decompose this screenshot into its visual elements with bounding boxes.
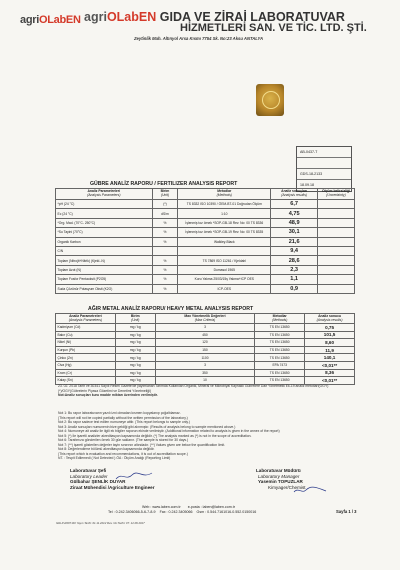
fertilizer-result-cell: 2,3 bbox=[271, 265, 318, 274]
fertilizer-param-cell: Organik Karbon bbox=[56, 237, 153, 246]
metal-result-cell: 11,9 bbox=[305, 346, 355, 354]
heavy-metal-table bbox=[55, 313, 355, 385]
fertilizer-method-cell: Dumasol 1965 bbox=[178, 265, 271, 274]
contact-web[interactable]: Web : www.laben.com.tr bbox=[142, 505, 181, 509]
logo-small-brand: LabEN bbox=[47, 14, 81, 26]
metal-param-cell: Bakır (Cu) bbox=[56, 331, 116, 339]
heavy-metal-row bbox=[56, 361, 355, 369]
contact-gsm: Gsm : 0.544.7161016-0.552.0150016 bbox=[196, 510, 257, 514]
fertilizer-method-cell: ICP-OES bbox=[178, 284, 271, 293]
heavy-metal-row bbox=[56, 339, 355, 347]
fertilizer-section-title: GÜBRE ANALİZ RAPORU / FERTILIZER ANALYSIS REPORT bbox=[90, 181, 238, 187]
sig-left-role: Ziraat Mühendisi /Agriculture Engineer bbox=[70, 484, 155, 490]
fertilizer-param-cell: C/N bbox=[56, 246, 153, 255]
logo-small bbox=[20, 14, 81, 32]
metal-method-cell: TS EN 13650 bbox=[255, 354, 305, 362]
sig-right-title-en: Laboratory Manager bbox=[258, 473, 300, 479]
col-result bbox=[271, 189, 318, 200]
heavy-metal-row bbox=[56, 324, 355, 332]
heavy-metal-row bbox=[56, 346, 355, 354]
fertilizer-method-cell: Kuru Yakma 25/03/15ş Yakma+ICP OES bbox=[178, 275, 271, 284]
fertilizer-limit-cell bbox=[318, 228, 355, 237]
metal-unit-cell: mg / kg bbox=[115, 331, 155, 339]
dry-matter-note: Not:Analiz sonuçları kuru madde miktarı üzerinden verilmiştir. bbox=[58, 393, 158, 397]
note-line: Not 2: Bu rapor sadece test edilen numuneye aittir. (This report belongs to sample only.) bbox=[58, 420, 190, 424]
col-result-label-en: (Analysis results) bbox=[281, 193, 308, 197]
col-method-label-en: (Methods) bbox=[216, 193, 232, 197]
company-name-line2: HİZMETLERİ SAN. VE TİC. LTD. ŞTİ. bbox=[180, 22, 367, 34]
metal-method-cell: TS EN 13650 bbox=[255, 324, 305, 332]
col-max-limit-label: Max Yönetmelik Değerleri bbox=[184, 313, 226, 318]
metal-result-cell: 140,1 bbox=[305, 354, 355, 362]
fertilizer-unit-cell: % bbox=[152, 265, 178, 274]
fertilizer-unit-cell: % bbox=[152, 218, 178, 227]
contact-fax: Fax : 0.242.3405066 bbox=[159, 510, 193, 514]
metal-result-cell: 0,75 bbox=[305, 324, 355, 332]
note-line: Not 3: Analiz sonuçları numunenin bize geldiği gibi alınmıştır. (Results of analysis belong to sample mentioned above.) bbox=[58, 424, 236, 429]
company-address: Zeytinlik Mah. Altınyol Arsa Kısmı 7754 Sk. No:23 Aksu ANTALYA bbox=[134, 36, 263, 41]
reference-number: AB-0437-T bbox=[297, 147, 351, 158]
logo-big-brand: LabEN bbox=[116, 10, 157, 24]
fertilizer-row bbox=[56, 265, 355, 274]
reference-box bbox=[296, 146, 352, 192]
fertilizer-row bbox=[56, 228, 355, 237]
metal-limit-cell: 10 bbox=[155, 377, 255, 385]
col-param-label: Analiz Parametreleri bbox=[87, 189, 121, 194]
metal-unit-cell: mg / kg bbox=[115, 324, 155, 332]
fertilizer-result-cell: 0,9 bbox=[271, 284, 318, 293]
fertilizer-method-cell: İşlenmiş toz örnek *SOP-GB-18 Rev. No: 00 TS 8336 bbox=[178, 218, 271, 227]
metal-limit-cell: 150 bbox=[155, 346, 255, 354]
fertilizer-limit-cell bbox=[318, 218, 355, 227]
note-line: Not 1: Bu rapor laboratuvarın yazılı izni olmadan kısmen kopyalanıp çoğaltılamaz. bbox=[58, 411, 181, 415]
metal-result-cell: 8,36 bbox=[305, 369, 355, 377]
fertilizer-limit-cell bbox=[318, 284, 355, 293]
fertilizer-row bbox=[56, 275, 355, 284]
heavy-metal-row bbox=[56, 369, 355, 377]
col-param bbox=[56, 314, 116, 324]
metal-result-cell: 8,60 bbox=[305, 339, 355, 347]
contact-info bbox=[108, 505, 256, 515]
col-method-label: Metodlar bbox=[272, 313, 287, 318]
fertilizer-limit-cell bbox=[318, 237, 355, 246]
note-line: Not 6: Tarafımıza gönderilen örnek 30 gün saklanır. (The sample is stored for 30 days.) bbox=[58, 438, 189, 442]
col-unit bbox=[115, 314, 155, 324]
fertilizer-method-cell: TS 8332 ISO 10390 / ÖEM-BT-01 Doğrudan Ölçüm bbox=[178, 200, 271, 209]
fertilizer-limit-cell bbox=[318, 209, 355, 218]
reference-blank bbox=[297, 158, 351, 169]
page-number: Sayfa 1 / 3 bbox=[336, 509, 357, 514]
col-unit bbox=[152, 189, 178, 200]
fertilizer-limit-cell bbox=[318, 246, 355, 255]
col-result-label: Analiz sonuçları bbox=[281, 189, 308, 194]
fertilizer-row bbox=[56, 218, 355, 227]
fertilizer-unit-cell: % bbox=[152, 237, 178, 246]
metal-method-cell: TS EN 13650 bbox=[255, 377, 305, 385]
fertilizer-result-cell: 21,6 bbox=[271, 237, 318, 246]
metal-param-cell: Krom (Cr) bbox=[56, 369, 116, 377]
metal-limit-cell: 3 bbox=[155, 324, 255, 332]
signature-right-mark-icon bbox=[292, 484, 328, 496]
contact-email[interactable]: e-posta : laben@laben.com.tr bbox=[187, 505, 235, 509]
fertilizer-method-cell: TS 7869 ISO 11261 / Kjeldahl bbox=[178, 256, 271, 265]
logo-big-o: O bbox=[106, 10, 117, 24]
sig-right-title: Laboratuvar Müdürü bbox=[256, 468, 301, 473]
metal-method-cell: EPA 7473 bbox=[255, 361, 305, 369]
fertilizer-method-cell: İşlenmiş toz örnek *SOP-GB-19 Rev. No: 00 TS 8335 bbox=[178, 228, 271, 237]
signature-left-mark-icon bbox=[114, 470, 154, 482]
fertilizer-result-cell: 28,6 bbox=[271, 256, 318, 265]
metal-result-cell: <0,01** bbox=[305, 377, 355, 385]
fertilizer-result-cell: 9,4 bbox=[271, 246, 318, 255]
fertilizer-param-cell: Ec (24 °C) bbox=[56, 209, 153, 218]
note-line: (This report which is evaluation and recommendations, it is out of accreditation scope.) bbox=[58, 451, 188, 456]
fertilizer-param-cell: Toplam Fosfor Pentaoksit (P2O5) bbox=[56, 275, 153, 284]
fertilizer-param-cell: Suda Çözünür Potasyum Oksit (K2O) bbox=[56, 284, 153, 293]
col-param-label-en: (Analysis Parameters) bbox=[87, 193, 121, 197]
fertilizer-limit-cell bbox=[318, 265, 355, 274]
heavy-metal-row bbox=[56, 354, 355, 362]
fertilizer-method-cell: Walkley-Black bbox=[178, 237, 271, 246]
metal-param-cell: Nikel (Ni) bbox=[56, 339, 116, 347]
col-result-label-en: (Analysis results) bbox=[316, 317, 343, 322]
fertilizer-row bbox=[56, 237, 355, 246]
fertilizer-param-cell: *Su Tayini (70°C) bbox=[56, 228, 153, 237]
fertilizer-unit-cell: % bbox=[152, 228, 178, 237]
sig-right-role: Kimyager/Chemist bbox=[268, 484, 306, 490]
report-code: GDS-18-2133 bbox=[297, 169, 351, 180]
fertilizer-unit-cell: % bbox=[152, 275, 178, 284]
metal-limit-cell: 450 bbox=[155, 331, 255, 339]
fertilizer-param-cell: Toplam (Nitrojit+Nitrik) (Kjeld.-N) bbox=[56, 256, 153, 265]
sig-right-name: Yasemin TOPUZLAR bbox=[258, 479, 303, 485]
accreditation-seal-icon bbox=[256, 84, 284, 116]
heavy-metal-row bbox=[56, 331, 355, 339]
col-max-limit bbox=[155, 314, 255, 324]
col-unit-label: Birim bbox=[130, 313, 140, 318]
metal-param-cell: Kalay (Sn) bbox=[56, 377, 116, 385]
report-notes bbox=[58, 411, 358, 461]
col-method-label: Metodlar bbox=[217, 189, 232, 194]
note-line: Not 4: Numuneye ait analiz ile ilgili ek bilgiler raporun ekinde verilmiştir. (Additional information related to analysis is given in the annex of the report) bbox=[58, 429, 280, 433]
col-method bbox=[255, 314, 305, 324]
metal-method-cell: TS EN 13650 bbox=[255, 331, 305, 339]
regulation-footnote: 23. 02. 2018 Tarih ve 30341 Sayılı Resmi Gazete'de yayımlanan Tarımda Kullanılan Organik, Mineral ve Mikrobiyal Kaynaklı Gübrelere Dair Yönetmelik Ek-19 analiz metotları(OGY) bbox=[58, 384, 329, 388]
col-result bbox=[305, 314, 355, 324]
col-param-label-en: (Analysis Parameters) bbox=[68, 317, 103, 322]
fertilizer-result-cell: 30,1 bbox=[271, 228, 318, 237]
fertilizer-result-cell: 6,7 bbox=[271, 200, 318, 209]
fertilizer-result-cell: 1,1 bbox=[271, 275, 318, 284]
col-result-label: Analiz sonucu bbox=[318, 313, 342, 318]
regulation-footnote-2: (*)/OGY(Gübrelerin Piyasa Gözetimi ve Denetimi Yönetmeliği) bbox=[58, 388, 152, 393]
fertilizer-unit-cell: % bbox=[152, 284, 178, 293]
metal-method-cell: TS EN 13650 bbox=[255, 369, 305, 377]
fertilizer-result-cell: 4,75 bbox=[271, 209, 318, 218]
metal-method-cell: TS EN 13650 bbox=[255, 346, 305, 354]
col-unit-label-en: (Unit) bbox=[131, 317, 140, 322]
fertilizer-table bbox=[55, 188, 355, 294]
metal-unit-cell: mg / kg bbox=[115, 377, 155, 385]
heavy-metal-footnotes bbox=[58, 384, 358, 398]
heavy-metal-section-title: AĞIR METAL ANALİZ RAPORU/ HEAVY METAL ANALYSIS REPORT bbox=[88, 306, 254, 312]
col-param-label: Analiz Parametreleri bbox=[69, 313, 102, 318]
fertilizer-row bbox=[56, 284, 355, 293]
sig-left-name: Gülbahar ŞENLİK DUYAR bbox=[70, 479, 126, 485]
metal-unit-cell: mg / kg bbox=[115, 361, 155, 369]
fertilizer-unit-cell: dS/m bbox=[152, 209, 178, 218]
metal-result-cell: <0,01** bbox=[305, 361, 355, 369]
metal-unit-cell: mg / kg bbox=[115, 339, 155, 347]
fertilizer-unit-cell bbox=[152, 246, 178, 255]
metal-limit-cell: 120 bbox=[155, 339, 255, 347]
col-limit-label: Ölçüm belirsizliği bbox=[321, 189, 351, 194]
sig-left-title-en: Laboratory Leader bbox=[70, 473, 108, 479]
logo-small-prefix: agri bbox=[20, 14, 39, 26]
fertilizer-result-cell: 48,9 bbox=[271, 218, 318, 227]
fertilizer-param-cell: *pH (24 °C) bbox=[56, 200, 153, 209]
fertilizer-unit-cell: % bbox=[152, 256, 178, 265]
report-date: 18.09.18 bbox=[300, 183, 314, 187]
metal-limit-cell: 350 bbox=[155, 369, 255, 377]
company-name-line1: GIDA VE ZİRAİ LABORATUVAR bbox=[159, 10, 345, 24]
fertilizer-param-cell: *Org. Mad. (70°C- 250°C) bbox=[56, 218, 153, 227]
metal-param-cell: Kadmiyum (Cd) bbox=[56, 324, 116, 332]
metal-unit-cell: mg / kg bbox=[115, 354, 155, 362]
fertilizer-limit-cell bbox=[318, 275, 355, 284]
fertilizer-row bbox=[56, 256, 355, 265]
col-max-limit-label-en: (Max Criteria) bbox=[194, 317, 216, 322]
metal-unit-cell: mg / kg bbox=[115, 346, 155, 354]
fertilizer-method-cell: 1:10 bbox=[178, 209, 271, 218]
col-limit bbox=[318, 189, 355, 200]
col-limit-label-en: (Uncertainty) bbox=[326, 193, 346, 197]
fertilizer-limit-cell bbox=[318, 200, 355, 209]
metal-result-cell: 101,5 bbox=[305, 331, 355, 339]
fertilizer-param-cell: Toplam Azot (N) bbox=[56, 265, 153, 274]
col-unit-label-en: (Unit) bbox=[160, 193, 170, 197]
metal-limit-cell: 3 bbox=[155, 361, 255, 369]
fertilizer-row bbox=[56, 200, 355, 209]
note-line: Not 7: (**) işareti gösterilen değerler tayin sınırının altındadır. (**) Values given are below the quantification limit. bbox=[58, 442, 226, 447]
col-unit-label: Birim bbox=[160, 189, 170, 194]
form-code: GDLP-R007-R0 Yayın Tarihi: 01.11.2012 Rev. No:Tarihi: 07. 12.06.2017 bbox=[56, 521, 145, 525]
note-line: (This report will not be copied partially without the written permission of the laboratory.) bbox=[58, 415, 188, 420]
note-line: Not 8: Değerlendirme bölümü akreditasyon kapsamında değildir. bbox=[58, 447, 155, 451]
fertilizer-row bbox=[56, 246, 355, 255]
logo-small-o: O bbox=[38, 14, 48, 26]
col-param bbox=[56, 189, 153, 200]
heavy-metal-header-row bbox=[56, 314, 355, 324]
fertilizer-method-cell bbox=[178, 246, 271, 255]
fertilizer-unit-cell: (*) bbox=[152, 200, 178, 209]
metal-limit-cell: 1100 bbox=[155, 354, 255, 362]
logo-big-prefix: agri bbox=[84, 10, 107, 24]
note-line: NT. : Tespit Edilemedi ( Not Detected ) ÖA : Ölçüm Aralığı (Reporting Limit) bbox=[58, 456, 171, 460]
contact-tel: Tel : 0.242.3406066-5-6-7-8-9 bbox=[108, 510, 156, 514]
note-line: Not 5: (*) İle işaretli analizler akreditasyon kapsamında değildir. (*) The analysis marked as (*) is not in the scope of accreditation. bbox=[58, 433, 252, 438]
metal-unit-cell: mg / kg bbox=[115, 369, 155, 377]
fertilizer-header-row bbox=[56, 189, 355, 200]
col-method bbox=[178, 189, 271, 200]
metal-param-cell: Çinko (Zn) bbox=[56, 354, 116, 362]
sig-left-title: Laboratuvar Şefi bbox=[70, 468, 107, 473]
metal-method-cell: TS EN 13650 bbox=[255, 339, 305, 347]
fertilizer-row bbox=[56, 209, 355, 218]
col-method-label-en: (Methods) bbox=[272, 317, 288, 322]
fertilizer-limit-cell bbox=[318, 256, 355, 265]
metal-param-cell: Civa (Hg) bbox=[56, 361, 116, 369]
metal-param-cell: Kurşun (Pb) bbox=[56, 346, 116, 354]
